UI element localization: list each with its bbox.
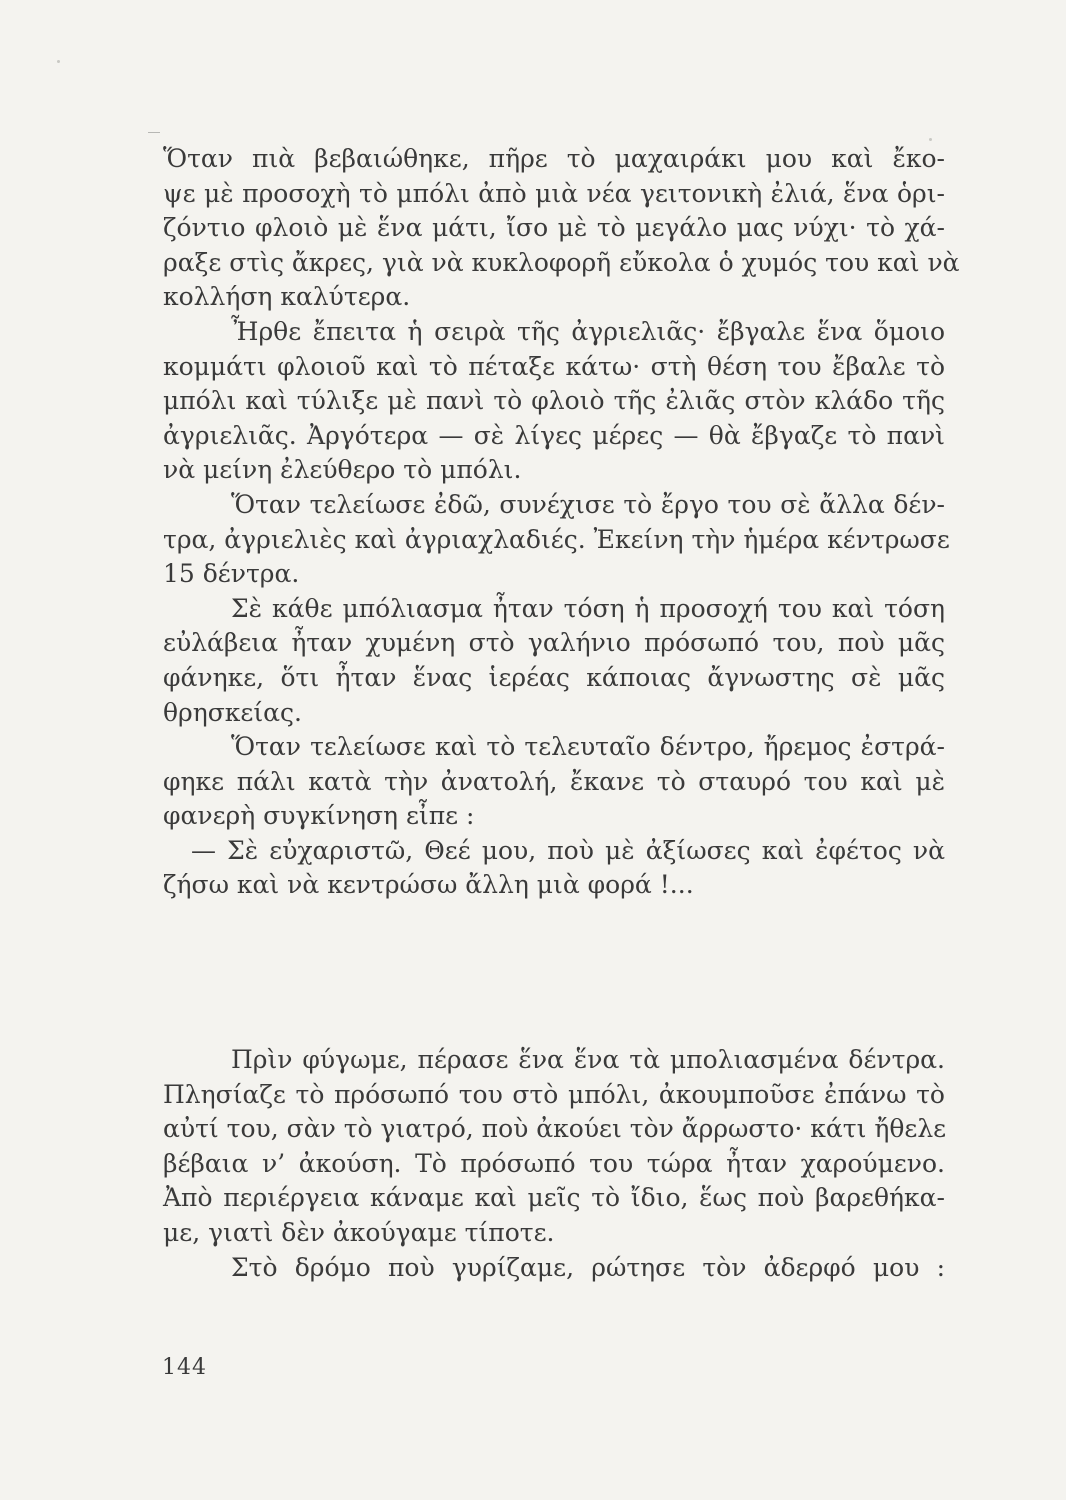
text-line: με, γιατὶ δὲν ἀκούγαμε τίποτε.	[163, 1217, 555, 1247]
text-line: αὐτί του, σὰν τὸ γιατρό, ποὺ ἀκούει τὸν ἄρρωστο· κάτι ἤθελε	[163, 1114, 947, 1144]
text-line: Ἦρθε ἔπειτα ἡ σειρὰ τῆς ἀγριελιᾶς· ἔβγαλε ἕνα ὅμοιο	[231, 316, 945, 346]
text-line: Ὅταν τελείωσε καὶ τὸ τελευταῖο δέντρο, ἤρεμος ἐστρά-	[231, 732, 945, 762]
text-line: Ἀπὸ περιέργεια κάναμε καὶ μεῖς τὸ ἴδιο, ἕως ποὺ βαρεθήκα-	[163, 1183, 945, 1213]
text-line: κομμάτι φλοιοῦ καὶ τὸ πέταξε κάτω· στὴ θέση του ἔβαλε τὸ	[163, 351, 945, 381]
text-line: Πρὶν φύγωμε, πέρασε ἕνα ἕνα τὰ μπολιασμένα δέντρα.	[231, 1045, 945, 1074]
paper-speck	[57, 60, 60, 63]
text-line: κολλήση καλύτερα.	[163, 282, 411, 312]
text-line: νὰ μείνη ἐλεύθερο τὸ μπόλι.	[163, 455, 522, 485]
paper-speck	[929, 138, 932, 141]
text-line: ψε μὲ προσοχὴ τὸ μπόλι ἀπὸ μιὰ νέα γειτονικὴ ἐλιά, ἕνα ὁρι-	[163, 178, 945, 208]
text-line: θρησκείας.	[163, 697, 303, 727]
text-line: εὐλάβεια ἦταν χυμένη στὸ γαλήνιο πρόσωπό του, ποὺ μᾶς	[163, 628, 945, 658]
text-line: φάνηκε, ὅτι ἦταν ἕνας ἱερέας κάποιας ἄγνωστης σὲ μᾶς	[163, 662, 945, 692]
text-line: ζόντιο φλοιὸ μὲ ἕνα μάτι, ἴσο μὲ τὸ μεγάλο μας νύχι· τὸ χά-	[163, 213, 945, 243]
text-line: Σὲ κάθε μπόλιασμα ἦταν τόση ἡ προσοχή του καὶ τόση	[231, 593, 945, 623]
page-number: 144	[162, 1355, 207, 1380]
text-line: βέβαια ν’ ἀκούση. Τὸ πρόσωπό του τώρα ἦταν χαρούμενο.	[163, 1148, 945, 1178]
text-line: ραξε στὶς ἄκρες, γιὰ νὰ κυκλοφορῆ εὔκολα ὁ χυμός του καὶ νὰ	[163, 247, 960, 277]
text-line: Ὅταν τελείωσε ἐδῶ, συνέχισε τὸ ἔργο του σὲ ἄλλα δέν-	[231, 489, 945, 519]
text-line: 15 δέντρα.	[163, 559, 300, 589]
text-block-lower	[163, 1043, 945, 1285]
text-line: τρα, ἀγριελιὲς καὶ ἀγριαχλαδιές. Ἐκείνη τὴν ἡμέρα κέντρωσε	[163, 524, 950, 554]
dialogue-line: — Σὲ εὐχαριστῶ, Θεέ μου, ποὺ μὲ ἀξίωσες καὶ ἐφέτος νὰ	[191, 835, 945, 865]
text-line: Ὅταν πιὰ βεβαιώθηκε, πῆρε τὸ μαχαιράκι μου καὶ ἔκο-	[163, 144, 945, 173]
text-block-upper	[163, 142, 960, 903]
text-line: μπόλι καὶ τύλιξε μὲ πανὶ τὸ φλοιὸ τῆς ἐλιᾶς στὸν κλάδο τῆς	[163, 386, 945, 416]
text-line: Στὸ δρόμο ποὺ γυρίζαμε, ρώτησε τὸν ἀδερφό μου :	[231, 1252, 945, 1282]
text-line: ἀγριελιᾶς. Ἀργότερα — σὲ λίγες μέρες — θὰ ἔβγαζε τὸ πανὶ	[163, 420, 945, 450]
text-line: Πλησίαζε τὸ πρόσωπό του στὸ μπόλι, ἀκουμποῦσε ἐπάνω τὸ	[163, 1079, 945, 1109]
text-line: φανερὴ συγκίνηση εἶπε :	[163, 801, 475, 831]
text-line: φηκε πάλι κατὰ τὴν ἀνατολή, ἔκανε τὸ σταυρό του καὶ μὲ	[163, 766, 945, 796]
margin-mark	[148, 132, 160, 133]
text-line: ζήσω καὶ νὰ κεντρώσω ἄλλη μιὰ φορά !...	[163, 870, 694, 900]
